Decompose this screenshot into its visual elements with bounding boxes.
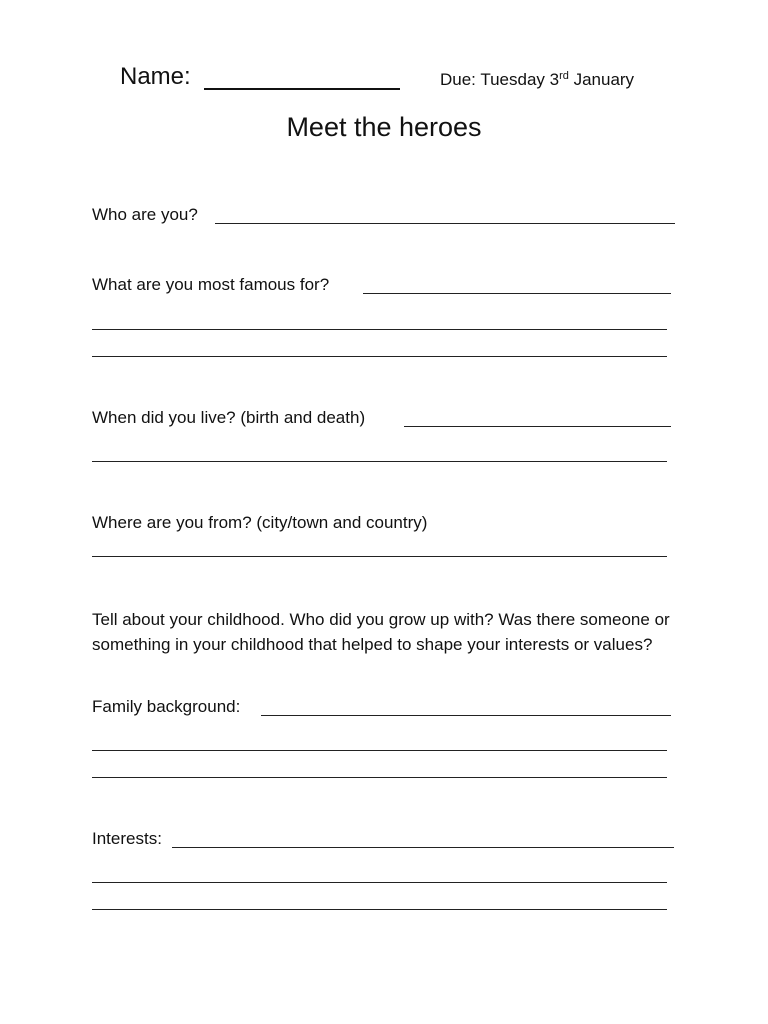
question-when: When did you live? (birth and death) <box>92 408 366 427</box>
answer-line-family-1[interactable] <box>261 715 671 716</box>
answer-line-interests-3[interactable] <box>92 909 667 910</box>
answer-line-interests-1[interactable] <box>172 847 674 848</box>
due-date-superscript: rd <box>559 70 569 82</box>
due-date <box>440 69 634 91</box>
name-label: Name: <box>120 63 191 90</box>
answer-line-famous-3[interactable] <box>92 356 667 357</box>
question-who: Who are you? <box>92 205 198 224</box>
answer-line-family-2[interactable] <box>92 750 667 751</box>
name-blank-line[interactable] <box>204 88 400 90</box>
due-date-prefix: Due: Tuesday 3 <box>440 70 560 89</box>
question-interests: Interests: <box>92 829 162 848</box>
due-date-suffix: January <box>568 70 635 89</box>
answer-line-famous-1[interactable] <box>363 293 671 294</box>
answer-line-when-1[interactable] <box>404 426 671 427</box>
answer-line-interests-2[interactable] <box>92 882 667 883</box>
answer-line-where[interactable] <box>92 556 667 557</box>
question-famous: What are you most famous for? <box>92 275 330 294</box>
answer-line-who[interactable] <box>215 223 675 224</box>
question-family: Family background: <box>92 697 241 716</box>
answer-line-famous-2[interactable] <box>92 329 667 330</box>
answer-line-when-2[interactable] <box>92 461 667 462</box>
answer-line-family-3[interactable] <box>92 777 667 778</box>
question-childhood: Tell about your childhood. Who did you grow up with? Was there someone or something in your childhood that helped to shape your interests or values? <box>92 610 670 654</box>
question-where: Where are you from? (city/town and country) <box>92 513 428 532</box>
page-title: Meet the heroes <box>286 112 482 142</box>
